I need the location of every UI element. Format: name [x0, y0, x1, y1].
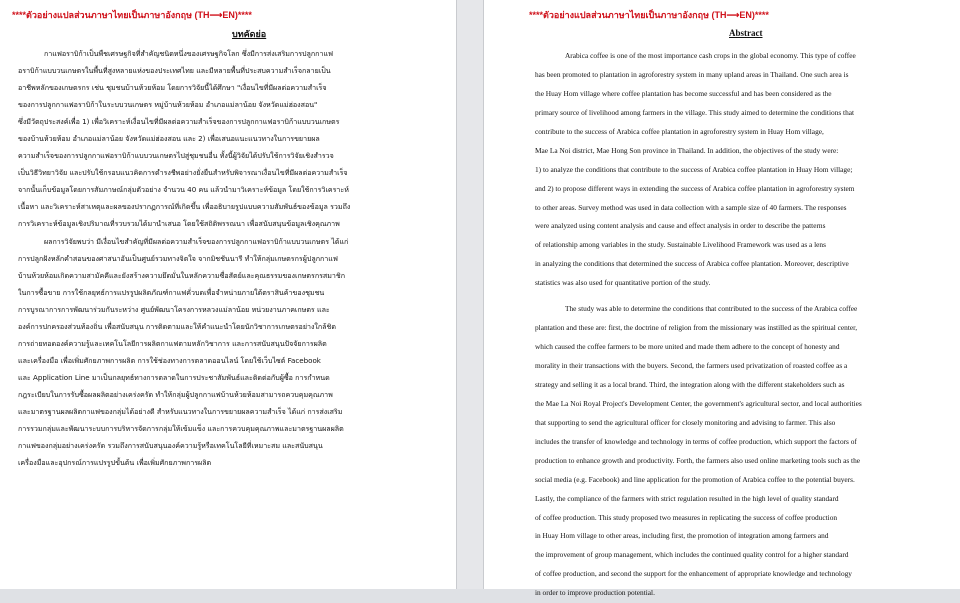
- english-page-heading: ****ตัวอย่างแปลส่วนภาษาไทยเป็นภาษาอังกฤษ (TH⟶EN)****: [529, 10, 769, 20]
- thai-text-line: และเครื่องมือ เพื่อเพิ่มศักยภาพการผลิต การใช้ช่องทางการตลาดออนไลน์ โดยใช้เว็บไซต์ Facebook: [18, 355, 321, 365]
- thai-text-line: กาแฟอราบิก้าเป็นพืชเศรษฐกิจที่สำคัญชนิดหนึ่งของเศรษฐกิจโลก ซึ่งมีการส่งเสริมการปลูกกาแฟ: [44, 49, 334, 58]
- thai-text-line: อราบิก้าแบบวนเกษตรในพื้นที่สูงหลายแห่งของประเทศไทย และมีหลายพื้นที่ประสบความสำเร็จกลายเป็น: [18, 66, 331, 76]
- thai-text-line: การปลูกฝังหลักคำสอนของศาสนาอันเป็นศูนย์รวมทางจิตใจ จากมิชชันนารี ทำให้กลุ่มเกษตรกรผู้ปลูกกาแฟ: [18, 253, 338, 263]
- thai-text-line: ในการซื้อขาย การใช้กลยุทธ์การแปรรูปผลิตภัณฑ์กาแฟคั่วบดเพื่อจำหน่ายภายใต้ตราสินค้าของชุมชน: [18, 287, 325, 297]
- paragraph-gap: [535, 293, 953, 300]
- english-text-line: the improvement of group management, which includes the continued quality control for a higher standard: [535, 550, 849, 560]
- english-text-line: strategy and selling it as a local brand. Third, the integration along with the different stakeholders such as: [535, 379, 845, 389]
- thai-text-line: กาแฟของกลุ่มอย่างเคร่งครัด รวมถึงการสนับสนุนองค์ความรู้หรือเทคโนโลยีที่เหมาะสม และสนับสนุน: [18, 441, 323, 451]
- english-text-line: in analyzing the conditions that determined the success of Arabica coffee plantation. Moreover, descriptive: [535, 259, 849, 269]
- thai-text-line: เนื้อหา และวิเคราะห์สาเหตุและผลของปรากฏการณ์ที่เกิดขึ้น เพื่ออธิบายรูปแบบความสัมพันธ์ของข้อมูล รวมถึง: [18, 202, 351, 212]
- english-text-line: of relationship among variables in the study. Sustainable Livelihood Framework was used as a lens: [535, 240, 826, 250]
- thai-text-line: และ Application Line มาเป็นกลยุทธ์ทางการตลาดในการประชาสัมพันธ์และติดต่อกับผู้ซื้อ การกำหนด: [18, 372, 330, 382]
- thai-abstract-body: [18, 45, 444, 471]
- english-text-line: to other areas. Survey method was used in data collection with a sample size of 40 farmers. The responses: [535, 202, 847, 212]
- thai-abstract-title: บทคัดย่อ: [232, 29, 267, 39]
- thai-text-line: การบูรณาการการพัฒนาร่วมกันระหว่าง ศูนย์พัฒนาโครงการหลวงแม่ลาน้อย หน่วยงานภาคเกษตร และ: [18, 304, 330, 314]
- thai-text-line: กฎระเบียบในการรับซื้อผลผลิตอย่างเคร่งครัด ทำให้กลุ่มผู้ปลูกกาแฟบ้านห้วยห้อมสามารถควบคุมคุณภาพ: [18, 389, 333, 399]
- thai-text-line: ของบ้านห้วยห้อม อำเภอแม่ลาน้อย จังหวัดแม่ฮ่องสอน และ 2) เพื่อเสนอแนะแนวทางในการขยายผล: [18, 134, 320, 144]
- thai-page-heading: ****ตัวอย่างแปลส่วนภาษาไทยเป็นภาษาอังกฤษ (TH⟶EN)****: [12, 10, 252, 20]
- thai-text-line: องค์การปกครองส่วนท้องถิ่น เพื่อสนับสนุน การติดตามและให้คำแนะนำโดยนักวิชาการเกษตรอย่างใกล้ชิด: [18, 321, 336, 331]
- english-text-line: social media (e.g. Facebook) and line application for the promotion of Arabica coffee to the potential buyers.: [535, 474, 855, 484]
- thai-text-line: การรวมกลุ่มและพัฒนาระบบการบริหารจัดการกลุ่มให้เข้มแข็ง และการควบคุมคุณภาพและมาตรฐานผลผลิต: [18, 424, 344, 434]
- english-text-line: morality in their transactions with the buyers. Second, the farmers used privatization of roasted coffee as a: [535, 361, 848, 370]
- english-text-line: in order to improve production potential.: [535, 588, 655, 598]
- thai-text-line: เครื่องมือและอุปกรณ์การแปรรูปขั้นต้น เพื่อเพิ่มศักยภาพการผลิต: [18, 458, 212, 468]
- english-text-line: primary source of livelihood among farmers in the village. This study aimed to determine the conditions that: [535, 107, 855, 117]
- page-gap: [456, 0, 484, 589]
- thai-text-line: ของการปลูกกาแฟอราบิก้าในระบบวนเกษตร หมู่บ้านห้วยห้อม อำเภอแม่ลาน้อย จังหวัดแม่ฮ่องสอน": [18, 100, 318, 110]
- english-text-line: the Huay Hom village where coffee plantation has become successful and has been considered as the: [535, 88, 832, 98]
- english-text-line: Mae La Noi district, Mae Hong Son province in Thailand. In addition, the objectives of the study were:: [535, 145, 839, 155]
- english-text-line: and 2) to propose different ways in extending the success of Arabica coffee plantation in agroforestry system: [535, 183, 855, 193]
- thai-text-line: เป็นวิธีวิทยาวิจัย และปรับใช้กรอบแนวคิดการดำรงชีพอย่างยั่งยืนสำหรับพิจารณาเงื่อนไขที่มีผลต่อความสำเร็จ: [18, 168, 348, 178]
- english-text-line: Lastly, the compliance of the farmers with strict regulation resulted in the high level of quality standard: [535, 493, 839, 503]
- english-text-line: of coffee production, and second the support for the enhancement of appropriate knowledge and technology: [535, 569, 852, 579]
- english-text-line: of coffee production. This study proposed two measures in replicating the success of coffee production: [535, 512, 838, 522]
- thai-text-line: การวิเคราะห์ข้อมูลเชิงปริมาณที่รวบรวมได้มานำเสนอ โดยใช้สถิติพรรณนา เพื่อสนับสนุนข้อมูลเชิงคุณภาพ: [18, 219, 340, 229]
- english-text-line: in Huay Hom village to other areas, including first, the promotion of integration among farmers and: [535, 531, 829, 541]
- english-text-line: that supporting to send the agricultural officer for closely monitoring and advising to farmer. This also: [535, 417, 836, 427]
- thai-text-line: อาชีพหลักของเกษตรกร เช่น ชุมชนบ้านห้วยห้อม โดยการวิจัยนี้ได้ศึกษา "เงื่อนไขที่มีผลต่อความสำเร็จ: [18, 83, 327, 93]
- thai-text-line: ผลการวิจัยพบว่า มีเงื่อนไขสำคัญที่มีผลต่อความสำเร็จของการปลูกกาแฟอราบิก้าแบบวนเกษตร ได้แก่: [44, 236, 349, 246]
- english-text-line: which caused the coffee farmers to be more united and made them adhere to the concept of honesty and: [535, 342, 840, 352]
- english-text-line: 1) to analyze the conditions that contribute to the success of Arabica coffee plantation in Huay Hom village;: [535, 164, 853, 174]
- english-text-line: The study was able to determine the conditions that contributed to the success of the Arabica coffee: [565, 304, 858, 314]
- thai-document-page: [0, 0, 456, 589]
- english-text-line: statistics was also used for quantitative portion of the study.: [535, 278, 711, 288]
- thai-text-line: ความสำเร็จของการปลูกกาแฟอราบิก้าแบบวนเกษตรไปสู่ชุมชนอื่น ทั้งนี้ผู้วิจัยได้ปรับใช้การวิจัยเชิงสำรวจ: [18, 151, 334, 161]
- english-text-line: were analyzed using content analysis and cause and effect analysis in order to describe the patterns: [535, 221, 826, 231]
- english-abstract-title: Abstract: [729, 28, 763, 38]
- english-abstract-body: [535, 47, 953, 603]
- english-document-page: [484, 0, 960, 598]
- english-text-line: the Mae La Noi Royal Project's Development Center, the government's agricultural sector, and local authorities: [535, 398, 862, 408]
- english-text-line: production to enhance growth and productivity. Forth, the farmers also used online marketing tools such as the: [535, 455, 861, 465]
- english-text-line: Arabica coffee is one of the most importance cash crops in the global economy. This type of coffee: [565, 51, 856, 60]
- thai-text-line: บ้านห้วยห้อมเกิดความสามัคคีและยังสร้างความยึดมั่นในหลักความซื่อสัตย์และคุณธรรมของเกษตรกรสมาชิก: [18, 270, 346, 280]
- english-text-line: plantation and these are: first, the doctrine of religion from the missionary was instilled as the spiritual center,: [535, 323, 858, 333]
- english-text-line: includes the transfer of knowledge and technology in terms of coffee production, which support the factors of: [535, 436, 857, 446]
- thai-text-line: และมาตรฐานผลผลิตกาแฟของกลุ่มได้อย่างดี สำหรับแนวทางในการขยายผลความสำเร็จ ได้แก่ การส่งเสริม: [18, 406, 343, 416]
- english-text-line: has been promoted to plantation in agroforestry system in many upland areas in Thailand. One such area is: [535, 69, 849, 79]
- thai-text-line: ซึ่งมีวัตถุประสงค์เพื่อ 1) เพื่อวิเคราะห์เงื่อนไขที่มีผลต่อความสำเร็จของการปลูกกาแฟอราบิก้าแบบวนเกษตร: [18, 117, 340, 127]
- thai-text-line: การถ่ายทอดองค์ความรู้และเทคโนโลยีการผลิตกาแฟตามหลักวิชาการ และการสนับสนุนปัจจัยการผลิต: [18, 338, 327, 348]
- thai-text-line: จากนั้นเก็บข้อมูลโดยการสัมภาษณ์กลุ่มตัวอย่าง จำนวน 40 คน แล้วนำมาวิเคราะห์ข้อมูล โดยใช้การวิเคราะห์: [18, 185, 349, 195]
- english-text-line: contribute to the success of Arabica coffee plantation in agroforestry system in Huay Hom village,: [535, 126, 824, 136]
